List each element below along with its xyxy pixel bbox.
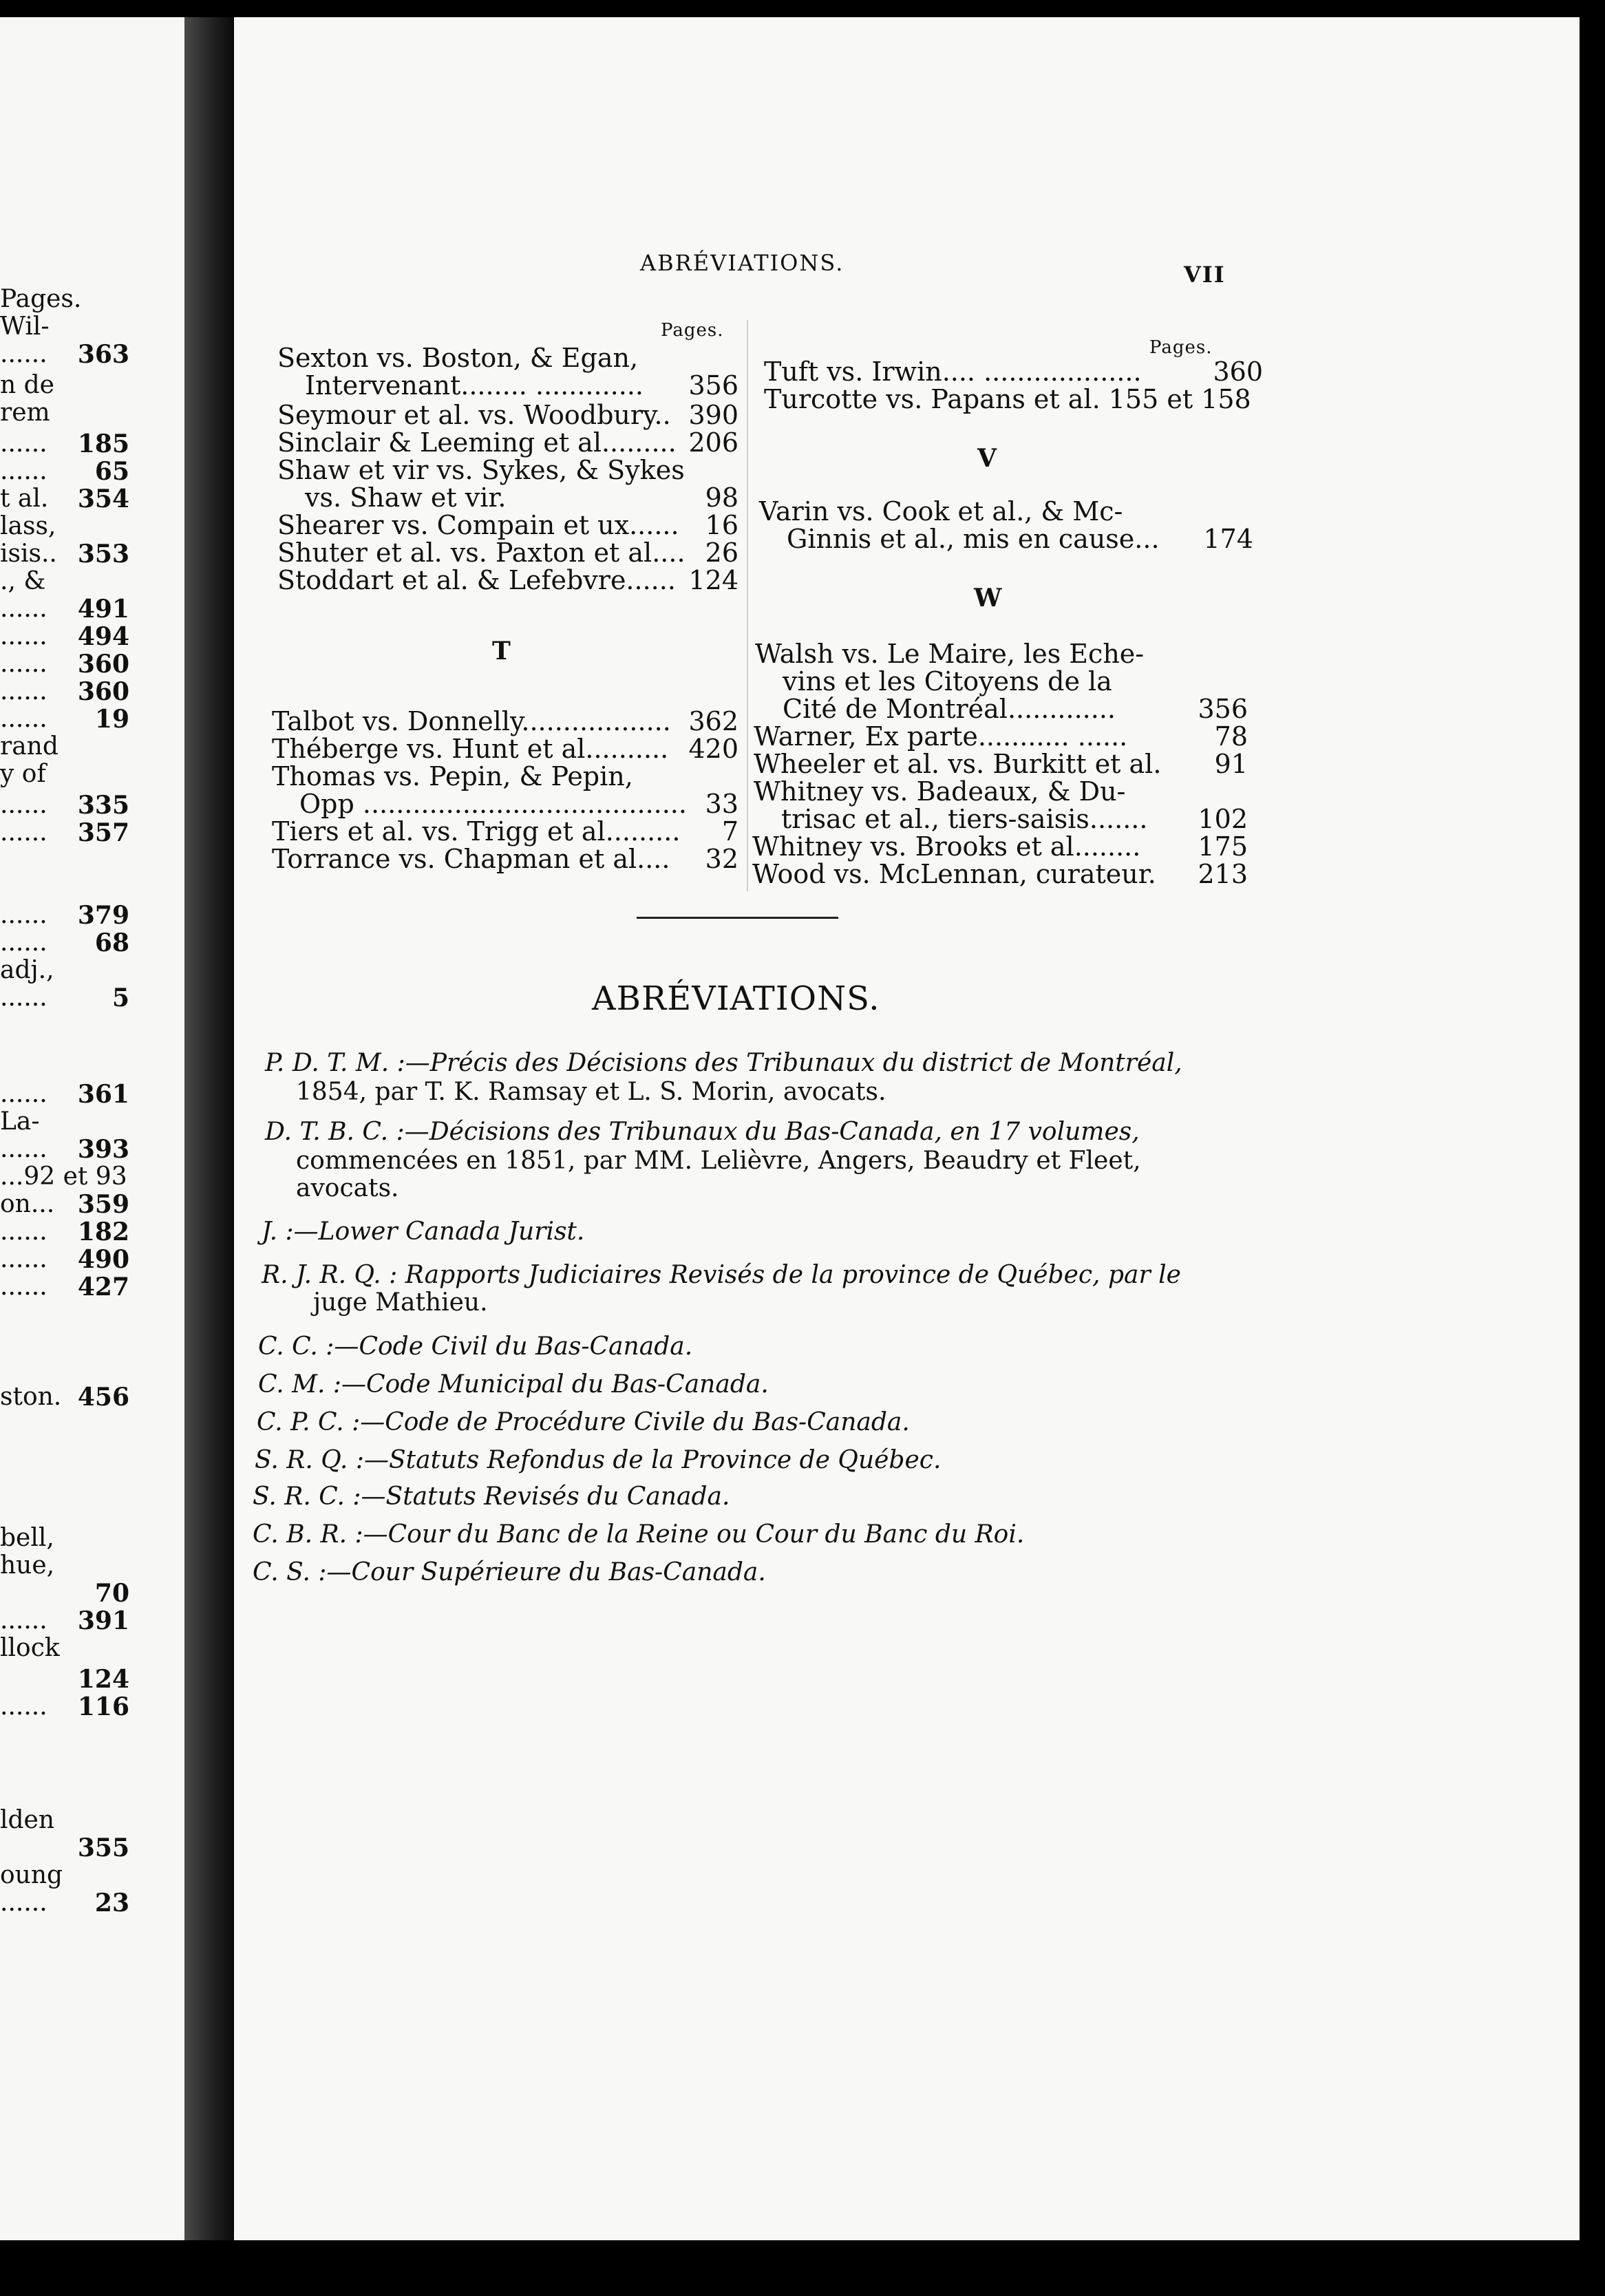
facing-page-line — [0, 458, 129, 485]
entry-line: Théberge vs. Hunt et al.......... — [272, 734, 669, 764]
facing-page-line — [0, 568, 129, 595]
abbreviation-item — [253, 1483, 730, 1511]
facing-page-text: ...... — [0, 677, 47, 705]
facing-page-line — [0, 1552, 129, 1580]
facing-page-text: ...... — [0, 1273, 47, 1301]
page-ref: 206 — [688, 427, 738, 458]
facing-page-line — [0, 1862, 129, 1889]
abbreviation-item — [253, 1521, 1024, 1549]
facing-page-line — [0, 399, 129, 427]
page-ref: 26 — [705, 538, 738, 568]
index-entry — [272, 763, 738, 818]
facing-page-line — [0, 678, 129, 705]
facing-page-text: ...... — [0, 1692, 47, 1721]
facing-page-line — [0, 1666, 129, 1693]
abbreviation-item — [258, 1333, 692, 1361]
abbreviation-code: P. D. T. M. :— — [265, 1049, 430, 1077]
facing-page-line — [0, 513, 129, 540]
entry-line: Tuft vs. Irwin.... ................... — [764, 357, 1142, 387]
entry-line: Whitney vs. Badeaux, & Du- — [754, 776, 1126, 807]
page-ref: 174 — [1203, 524, 1253, 554]
page-ref: 98 — [705, 482, 738, 513]
facing-page-text: oung — [0, 1861, 63, 1889]
abbreviation-item — [257, 1409, 910, 1436]
facing-page-line — [0, 1607, 129, 1635]
abbreviation-item — [265, 1050, 1182, 1077]
facing-page-text: ...... — [0, 1218, 47, 1246]
facing-page-text: Wil- — [0, 312, 50, 341]
entry-line: Tiers et al. vs. Trigg et al......... — [272, 816, 681, 847]
index-entry — [764, 385, 1263, 413]
facing-page-text: ...... — [0, 1135, 47, 1163]
index-entry — [755, 640, 1248, 723]
facing-page-text: ...... — [0, 1245, 47, 1273]
abbreviation-desc: Précis des Décisions des Tribunaux du district de Montréal, — [429, 1049, 1182, 1077]
facing-page-text: ...... — [0, 429, 47, 458]
facing-page-line — [0, 485, 129, 513]
entry-line: Sexton vs. Boston, & Egan, — [277, 343, 639, 373]
facing-page-ref: 359 — [77, 1190, 129, 1219]
index-entry — [754, 778, 1248, 833]
facing-page-text: ...... — [0, 984, 47, 1012]
abbreviation-desc: Lower Canada Jurist. — [318, 1218, 585, 1246]
facing-page-ref: 456 — [77, 1383, 129, 1412]
entry-line: Shaw et vir vs. Sykes, & Sykes — [277, 455, 685, 485]
entry-line: Shearer vs. Compain et ux...... — [277, 510, 679, 540]
facing-page-text: llock — [0, 1634, 60, 1662]
facing-page-line — [0, 1580, 129, 1607]
facing-page-line — [0, 929, 129, 957]
page-gutter-shadow — [184, 17, 234, 2240]
index-entry — [277, 401, 738, 429]
facing-page-fragment — [0, 17, 186, 2240]
section-rule — [637, 917, 838, 919]
abbreviation-code: D. T. B. C. :— — [265, 1118, 429, 1146]
facing-page-ref: 393 — [77, 1135, 129, 1164]
facing-page-ref: 360 — [77, 650, 129, 679]
facing-page-ref: 353 — [77, 540, 129, 568]
facing-page-text: ...... — [0, 1889, 47, 1917]
facing-page-text: bell, — [0, 1524, 54, 1552]
entry-line: Ginnis et al., mis en cause... — [787, 524, 1160, 554]
facing-page-ref: 491 — [77, 595, 129, 624]
facing-page-line — [0, 623, 129, 650]
entry-line: Thomas vs. Pepin, & Pepin, — [272, 761, 633, 791]
facing-page-text: rand — [0, 732, 59, 761]
abbreviation-desc-cont: 1854, par T. K. Ramsay et L. S. Morin, avocats. — [296, 1078, 886, 1106]
facing-page-line — [0, 1383, 129, 1411]
page-ref: 362 — [688, 706, 738, 736]
facing-page-ref: 182 — [77, 1218, 129, 1246]
entry-line: Cité de Montréal............. — [783, 694, 1116, 724]
facing-page-ref: 360 — [77, 677, 129, 706]
facing-page-text: ...... — [0, 1080, 47, 1108]
page-ref: 33 — [705, 789, 738, 819]
index-entry — [759, 498, 1253, 553]
page-ref: 78 — [1214, 721, 1248, 752]
index-entry — [277, 429, 738, 456]
page-ref: 32 — [705, 844, 738, 874]
facing-page-ref: 19 — [94, 705, 129, 734]
entry-line: Wheeler et al. vs. Burkitt et al. — [754, 749, 1162, 779]
facing-page-text: ...... — [0, 705, 47, 733]
facing-page-text: ...... — [0, 595, 47, 623]
abbreviation-desc: Cour Supérieure du Bas-Canada. — [351, 1558, 766, 1586]
facing-page-text: ...... — [0, 457, 47, 485]
facing-page-text: ...... — [0, 901, 47, 929]
facing-page-line — [0, 650, 129, 678]
abbreviation-desc-cont: avocats. — [296, 1174, 399, 1202]
index-entry — [272, 818, 738, 845]
page-ref: 175 — [1198, 831, 1248, 862]
abbreviation-code: R. J. R. Q. : — [262, 1261, 405, 1289]
index-entry — [764, 358, 1263, 385]
abbreviation-item — [262, 1218, 584, 1246]
facing-page-line — [0, 540, 129, 568]
page-ref: 102 — [1198, 804, 1248, 834]
abbreviation-desc-cont: juge Mathieu. — [313, 1288, 488, 1317]
facing-page-ref: 379 — [77, 901, 129, 930]
facing-page-line — [0, 984, 129, 1012]
facing-page-line — [0, 1136, 129, 1163]
index-page — [234, 17, 1580, 2240]
facing-page-text: ...... — [0, 791, 47, 819]
facing-page-ref: 70 — [94, 1579, 129, 1608]
abbreviation-code: C. B. R. :— — [253, 1520, 388, 1549]
facing-page-ref: 363 — [77, 340, 129, 369]
facing-page-line — [0, 733, 129, 761]
abbreviation-code: C. M. :— — [258, 1370, 367, 1399]
facing-page-text: y of — [0, 760, 46, 788]
entry-line: Varin vs. Cook et al., & Mc- — [759, 496, 1123, 527]
facing-page-line — [0, 1635, 129, 1662]
abbreviation-desc: Code de Procédure Civile du Bas-Canada. — [385, 1408, 910, 1436]
abbreviation-code: S. R. C. :— — [253, 1482, 386, 1511]
facing-page-line — [0, 705, 129, 733]
facing-page-ref: 335 — [77, 791, 129, 820]
entry-line: vins et les Citoyens de la — [783, 666, 1112, 697]
facing-page-line — [0, 1246, 129, 1273]
index-entry — [277, 511, 738, 539]
abbreviation-code: J. :— — [262, 1218, 319, 1246]
entry-line: Wood vs. McLennan, curateur. — [752, 859, 1156, 889]
facing-page-ref: 65 — [94, 457, 129, 486]
facing-page-line — [0, 1218, 129, 1246]
facing-page-ref: 490 — [77, 1245, 129, 1274]
abbreviation-item — [262, 1262, 1181, 1289]
page-ref: 213 — [1198, 859, 1248, 889]
facing-page-line — [0, 1807, 129, 1834]
facing-page-line — [0, 1273, 129, 1301]
facing-page-line — [0, 902, 129, 929]
facing-page-ref: 116 — [77, 1692, 129, 1721]
page-ref: 7 — [721, 816, 738, 847]
abbreviation-desc: Décisions des Tribunaux du Bas-Canada, en 17 volumes, — [429, 1118, 1140, 1146]
section-letter-w: W — [974, 584, 1002, 613]
facing-page-text: ...... — [0, 928, 47, 957]
entry-line: Whitney vs. Brooks et al........ — [752, 831, 1141, 862]
facing-page-ref: 361 — [77, 1080, 129, 1109]
facing-page-line — [0, 1108, 129, 1136]
facing-page-ref: 23 — [94, 1889, 129, 1917]
abbreviation-item — [255, 1447, 941, 1474]
facing-page-text: ston. — [0, 1383, 62, 1411]
facing-page-text: adj., — [0, 956, 54, 984]
entry-line: Talbot vs. Donnelly.................. — [272, 706, 671, 736]
facing-page-text: rem — [0, 398, 50, 427]
facing-page-ref: 68 — [94, 928, 129, 957]
entry-line: Intervenant........ ............. — [305, 370, 644, 401]
facing-page-ref: 357 — [77, 818, 129, 847]
abbreviation-item — [258, 1371, 769, 1399]
abbreviation-code: C. P. C. :— — [257, 1408, 385, 1436]
abbreviation-item — [253, 1559, 766, 1586]
abbreviation-code: S. R. Q. :— — [255, 1446, 389, 1474]
page-ref: 356 — [1198, 694, 1248, 724]
abbreviation-desc: Code Municipal du Bas-Canada. — [366, 1370, 769, 1399]
facing-page-ref: 391 — [77, 1606, 129, 1635]
facing-page-line — [0, 791, 129, 819]
page-ref: 16 — [705, 510, 738, 540]
facing-page-text: ...... — [0, 622, 47, 650]
entry-line: Opp ....................................... — [299, 789, 687, 819]
facing-page-text: lden — [0, 1806, 55, 1834]
facing-page-line — [0, 1889, 129, 1917]
facing-page-line — [0, 1163, 129, 1191]
pages-label: Pages. — [1149, 337, 1213, 358]
page-ref: 360 — [1213, 357, 1263, 387]
index-entry — [272, 735, 738, 763]
index-entry — [277, 539, 738, 566]
facing-page-text: ...92 et 93 — [0, 1162, 127, 1191]
abbreviation-code: C. S. :— — [253, 1558, 352, 1586]
entry-line: Shuter et al. vs. Paxton et al.... — [277, 538, 685, 568]
facing-page-text: Pages. — [0, 285, 82, 313]
page-number: VII — [1184, 262, 1226, 288]
section-letter-v: V — [977, 444, 997, 473]
index-entry — [752, 833, 1248, 860]
facing-page-text: ...... — [0, 650, 47, 678]
page-ref: 91 — [1214, 749, 1248, 779]
facing-page-text: isis.. — [0, 540, 57, 568]
index-entry — [272, 845, 738, 873]
facing-page-text: n de — [0, 371, 54, 399]
facing-page-line — [0, 1834, 129, 1862]
abbreviation-desc: Rapports Judiciaires Revisés de la province de Québec, par le — [405, 1261, 1181, 1289]
facing-page-ref: 185 — [77, 429, 129, 458]
entry-line: Sinclair & Leeming et al......... — [277, 427, 677, 458]
index-entry — [277, 344, 738, 399]
facing-page-line — [0, 372, 129, 399]
entry-line: Turcotte vs. Papans et al. 155 et 158 — [764, 384, 1251, 414]
index-entry — [754, 750, 1248, 778]
index-entry — [752, 860, 1248, 888]
entry-line: vs. Shaw et vir. — [305, 482, 507, 513]
abbreviations-title: ABRÉVIATIONS. — [592, 979, 880, 1018]
abbreviation-desc: Cour du Banc de la Reine ou Cour du Banc du Roi. — [387, 1520, 1025, 1549]
abbreviation-code: C. C. :— — [258, 1332, 359, 1361]
facing-page-line — [0, 430, 129, 458]
entry-line: Torrance vs. Chapman et al.... — [272, 844, 670, 874]
section-letter-t: T — [492, 637, 511, 666]
facing-page-line — [0, 957, 129, 984]
facing-page-line — [0, 341, 129, 368]
facing-page-ref: 494 — [77, 622, 129, 651]
index-entry — [277, 456, 738, 511]
abbreviation-desc: Statuts Refondus de la Province de Québec. — [389, 1446, 942, 1474]
pages-label: Pages. — [661, 320, 724, 341]
facing-page-text: lass, — [0, 512, 56, 540]
running-header-title: ABRÉVIATIONS. — [640, 250, 844, 276]
facing-page-line — [0, 286, 129, 313]
facing-page-ref: 427 — [77, 1273, 129, 1301]
facing-page-text: La- — [0, 1107, 40, 1136]
index-entry — [754, 723, 1248, 750]
facing-page-text: hue, — [0, 1551, 55, 1580]
entry-line: trisac et al., tiers-saisis....... — [781, 804, 1148, 834]
facing-page-line — [0, 1191, 129, 1218]
facing-page-line — [0, 1693, 129, 1721]
index-entry — [277, 566, 738, 594]
abbreviation-item — [265, 1118, 1140, 1146]
abbreviation-desc-cont: commencées en 1851, par MM. Lelièvre, Angers, Beaudry et Fleet, — [296, 1147, 1141, 1175]
index-entry — [272, 708, 738, 735]
facing-page-text: ...... — [0, 1606, 47, 1635]
facing-page-ref: 355 — [77, 1833, 129, 1862]
abbreviation-desc: Statuts Revisés du Canada. — [385, 1482, 730, 1511]
facing-page-line — [0, 1524, 129, 1552]
facing-page-ref: 5 — [111, 984, 129, 1012]
entry-line: Warner, Ex parte........... ...... — [754, 721, 1128, 752]
entry-line: Stoddart et al. & Lefebvre...... — [277, 565, 676, 595]
facing-page-text: t al. — [0, 485, 49, 513]
facing-page-text: on... — [0, 1190, 55, 1218]
facing-page-line — [0, 761, 129, 788]
facing-page-ref: 354 — [77, 485, 129, 513]
facing-page-text: ...... — [0, 818, 47, 847]
facing-page-text: ...... — [0, 340, 47, 368]
facing-page-line — [0, 819, 129, 847]
column-divider — [747, 320, 748, 891]
page-ref: 390 — [688, 400, 738, 430]
facing-page-line — [0, 595, 129, 623]
facing-page-line — [0, 1081, 129, 1108]
facing-page-line — [0, 313, 129, 341]
page-ref: 356 — [688, 370, 738, 401]
facing-page-text: ., & — [0, 567, 46, 595]
page-ref: 124 — [688, 565, 738, 595]
entry-line: Walsh vs. Le Maire, les Eche- — [755, 639, 1145, 669]
abbreviation-desc: Code Civil du Bas-Canada. — [359, 1332, 693, 1361]
entry-line: Seymour et al. vs. Woodbury.. — [277, 400, 671, 430]
page-ref: 420 — [688, 734, 738, 764]
facing-page-ref: 124 — [77, 1665, 129, 1694]
